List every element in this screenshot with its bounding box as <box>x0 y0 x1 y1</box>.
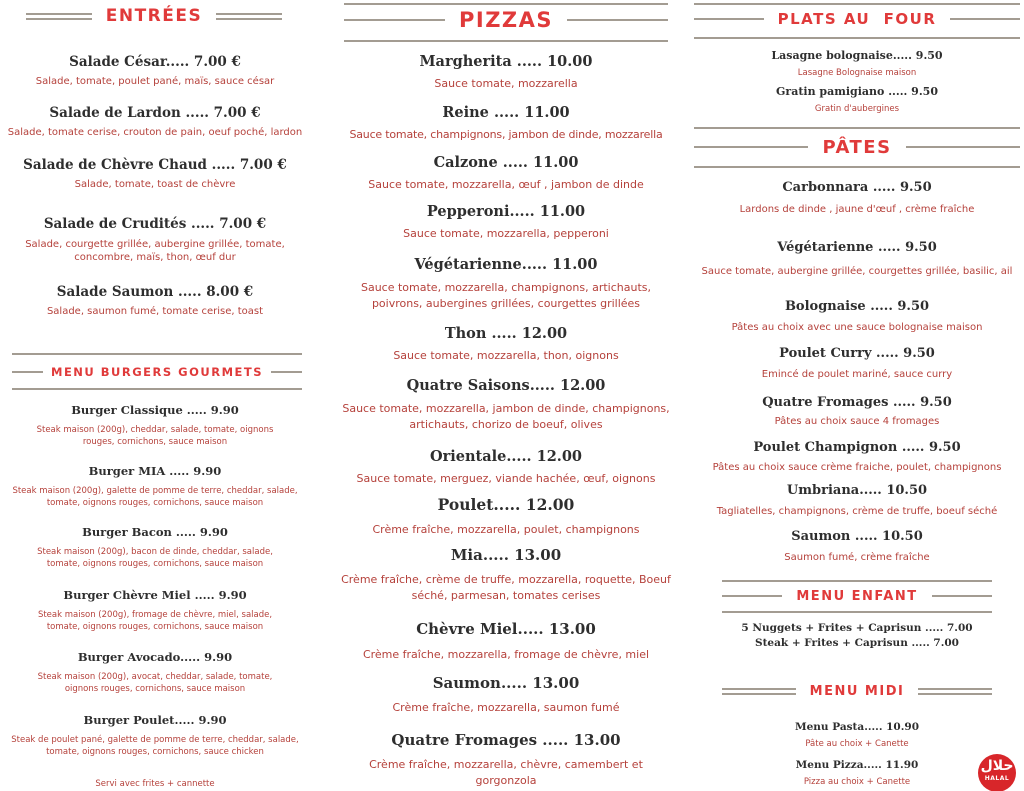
menu-item <box>0 525 310 570</box>
right-column <box>690 0 1024 791</box>
item-desc: Sauce tomate, merguez, viande hachée, œuf, oignons <box>356 472 656 485</box>
menu-item <box>0 713 310 758</box>
burgers-header <box>12 362 302 382</box>
pizzas-column <box>336 0 676 791</box>
item-desc: Sauce tomate, mozzarella <box>434 77 578 90</box>
item-name: Quatre Fromages ..... 9.50 <box>762 395 952 410</box>
item-name: Salade de Crudités ..... 7.00 € <box>43 216 267 232</box>
pates-header <box>694 134 1020 160</box>
menu-item <box>0 216 310 264</box>
menu-item <box>336 620 676 661</box>
item-name: Salade Saumon ..... 8.00 € <box>56 284 254 300</box>
item-desc: Crème fraîche, mozzarella, poulet, champignons <box>372 523 640 536</box>
item-desc: Emincé de poulet mariné, sauce curry <box>761 369 953 380</box>
item-desc: Steak de poulet pané, galette de pomme de terre, cheddar, salade, tomate, oignons rouges, cornichons, sauce chicken <box>11 735 299 757</box>
menu-item <box>690 240 1024 279</box>
item-desc: Pâtes au choix avec une sauce bolognaise maison <box>731 322 983 333</box>
item-name: Orientale..... 12.00 <box>429 448 583 465</box>
midi-title: MENU MIDI <box>809 683 905 699</box>
item-name: Burger Bacon ..... 9.90 <box>82 525 228 539</box>
four-title: PLATS AU FOUR <box>777 10 937 28</box>
divider-left <box>722 688 796 695</box>
menu-item <box>0 105 310 138</box>
item-desc: Sauce tomate, mozzarella, champignons, artichauts, poivrons, aubergines grillées, courgettes grillées <box>360 281 651 310</box>
item-name: Poulet Curry ..... 9.50 <box>779 346 935 361</box>
four-header <box>694 8 1020 30</box>
divider <box>12 388 302 390</box>
item-name: Bolognaise ..... 9.50 <box>784 299 930 314</box>
menu-item <box>336 53 676 90</box>
menu-item <box>0 284 310 317</box>
item-name: Poulet..... 12.00 <box>437 495 575 514</box>
menu-item <box>690 529 1024 563</box>
divider-left <box>344 19 445 21</box>
halal-latin-text: HALAL <box>984 775 1010 782</box>
item-desc: Pâte au choix + Canette <box>805 739 909 749</box>
halal-badge <box>978 754 1016 791</box>
menu-item <box>690 440 1024 473</box>
item-desc: Sauce tomate, mozzarella, thon, oignons <box>393 349 619 362</box>
menu-item <box>690 49 1024 78</box>
entrees-header <box>26 2 282 30</box>
divider <box>722 580 992 582</box>
menu-item <box>690 299 1024 333</box>
item-name: Menu Pizza..... 11.90 <box>795 759 919 771</box>
divider-left <box>12 371 43 373</box>
divider-left <box>722 595 782 597</box>
menu-item <box>0 464 310 509</box>
entrees-column <box>0 0 310 791</box>
item-desc: Crème fraîche, mozzarella, saumon fumé <box>392 701 620 714</box>
item-desc: Lasagne Bolognaise maison <box>797 68 917 78</box>
item-name: Gratin pamigiano ..... 9.50 <box>776 85 938 98</box>
menu-item <box>336 377 676 433</box>
menu-item <box>690 395 1024 427</box>
item-name: Saumon..... 13.00 <box>432 674 580 692</box>
item-name: Margherita ..... 10.00 <box>419 53 593 70</box>
divider-right <box>918 688 992 695</box>
item-name: Végétarienne..... 11.00 <box>414 256 598 273</box>
item-name: Carbonnara ..... 9.50 <box>782 180 932 195</box>
item-name: Lasagne bolognaise..... 9.50 <box>771 49 943 62</box>
item-desc: Steak maison (200g), fromage de chèvre, miel, salade, tomate, oignons rouges, cornichons, sauce maison <box>37 610 273 632</box>
item-desc: Salade, saumon fumé, tomate cerise, toast <box>46 306 264 317</box>
item-desc: Gratin d'aubergines <box>814 104 900 114</box>
menu-item <box>336 104 676 141</box>
divider-right <box>950 18 1020 20</box>
item-name: Salade de Chèvre Chaud ..... 7.00 € <box>23 157 287 173</box>
item-desc: Crème fraîche, mozzarella, fromage de chèvre, miel <box>362 648 650 661</box>
item-name: Menu Pasta..... 10.90 <box>794 721 920 733</box>
item-name: Burger Poulet..... 9.90 <box>83 713 227 727</box>
item-name: Burger Chèvre Miel ..... 9.90 <box>63 588 247 602</box>
item-name: Umbriana..... 10.50 <box>786 483 928 498</box>
item-desc: Steak maison (200g), bacon de dinde, cheddar, salade, tomate, oignons rouges, cornichons, sauce maison <box>37 547 273 569</box>
menu-footer-note <box>0 779 310 789</box>
menu-item <box>336 448 676 485</box>
item-name: Végétarienne ..... 9.50 <box>777 240 937 255</box>
item-name: Quatre Saisons..... 12.00 <box>406 377 606 394</box>
menu-item <box>336 256 676 312</box>
divider <box>344 40 668 42</box>
menu-item <box>0 588 310 633</box>
item-desc: Salade, tomate, poulet pané, maïs, sauce césar <box>35 76 275 87</box>
item-desc: Steak maison (200g), avocat, cheddar, salade, tomate, oignons rouges, cornichons, sauce maison <box>37 672 273 694</box>
menu-item <box>0 54 310 87</box>
item-desc: Sauce tomate, champignons, jambon de dinde, mozzarella <box>349 128 663 141</box>
divider-right <box>216 13 282 20</box>
item-name: Thon ..... 12.00 <box>444 325 568 342</box>
divider-left <box>694 18 764 20</box>
divider-right <box>567 19 668 21</box>
pizzas-header <box>344 6 668 34</box>
item-name: Quatre Fromages ..... 13.00 <box>391 731 621 749</box>
burgers-title: MENU BURGERS GOURMETS <box>51 365 263 379</box>
divider-right <box>271 371 302 373</box>
pates-title: PÂTES <box>822 136 892 158</box>
item-desc: Crème fraîche, mozzarella, chèvre, camembert et gorgonzola <box>369 758 643 787</box>
menu-item <box>336 203 676 240</box>
item-name: Calzone ..... 11.00 <box>433 154 579 171</box>
divider <box>12 353 302 355</box>
item-name: Mia..... 13.00 <box>450 546 562 564</box>
item-name: Chèvre Miel..... 13.00 <box>416 620 596 638</box>
midi-header <box>722 681 992 701</box>
item-desc: Salade, courgette grillée, aubergine grillée, tomate, concombre, maïs, thon, œuf dur <box>25 239 285 263</box>
menu-item <box>336 495 676 536</box>
menu-item <box>690 721 1024 749</box>
menu-item <box>690 483 1024 517</box>
item-name: Saumon ..... 10.50 <box>791 529 923 544</box>
item-desc: Salade, tomate cerise, crouton de pain, oeuf poché, lardon <box>7 127 303 138</box>
item-desc: Sauce tomate, mozzarella, œuf , jambon de dinde <box>368 178 644 191</box>
pizzas-title: PIZZAS <box>458 8 554 32</box>
item-desc: Saumon fumé, crème fraîche <box>784 552 930 563</box>
divider <box>722 611 992 613</box>
divider <box>694 37 1020 39</box>
item-desc: Pizza au choix + Canette <box>803 777 911 787</box>
menu-item <box>336 154 676 191</box>
item-desc: Sauce tomate, aubergine grillée, courgettes grillée, basilic, ail <box>701 266 1013 277</box>
enfant-title: MENU ENFANT <box>796 588 918 604</box>
menu-item <box>336 546 676 604</box>
item-name: Salade de Lardon ..... 7.00 € <box>49 105 261 121</box>
divider-left <box>694 146 808 148</box>
item-desc: Sauce tomate, mozzarella, pepperoni <box>403 227 609 240</box>
menu-item <box>690 621 1024 651</box>
menu-item <box>336 325 676 362</box>
divider <box>344 3 668 5</box>
menu-item <box>690 346 1024 380</box>
item-name: Burger Classique ..... 9.90 <box>71 403 239 417</box>
menu-item <box>0 650 310 695</box>
item-name: Pepperoni..... 11.00 <box>426 203 586 220</box>
enfant-line: 5 Nuggets + Frites + Caprisun ..... 7.00 <box>741 622 973 634</box>
menu-item <box>690 759 1024 787</box>
item-name: Salade César..... 7.00 € <box>69 54 241 70</box>
item-desc: Salade, tomate, toast de chèvre <box>74 179 236 190</box>
divider-right <box>906 146 1020 148</box>
entrees-title: ENTRÉES <box>105 6 203 26</box>
menu-item <box>336 731 676 789</box>
divider <box>694 166 1020 168</box>
menu-item <box>690 180 1024 215</box>
menu-item <box>0 403 310 448</box>
divider <box>694 127 1020 129</box>
item-desc: Sauce tomate, mozzarella, jambon de dinde, champignons, artichauts, chorizo de boeuf, olives <box>342 402 670 431</box>
item-desc: Pâtes au choix sauce 4 fromages <box>774 416 940 427</box>
enfant-line: Steak + Frites + Caprisun ..... 7.00 <box>754 637 959 649</box>
menu-item <box>690 85 1024 114</box>
item-desc: Lardons de dinde , jaune d'œuf , crème fraîche <box>739 204 975 215</box>
item-name: Poulet Champignon ..... 9.50 <box>753 440 961 455</box>
enfant-header <box>722 586 992 606</box>
divider-right <box>932 595 992 597</box>
item-desc: Steak maison (200g), galette de pomme de terre, cheddar, salade, tomate, oignons rouges, cornichons, sauce maison <box>12 486 298 508</box>
item-name: Burger Avocado..... 9.90 <box>77 650 233 664</box>
item-name: Reine ..... 11.00 <box>442 104 570 121</box>
divider-left <box>26 13 92 20</box>
menu-item <box>0 157 310 190</box>
item-desc: Crème fraîche, crème de truffe, mozzarella, roquette, Boeuf séché, parmesan, tomates cerises <box>341 573 671 602</box>
item-desc: Pâtes au choix sauce crème fraiche, poulet, champignons <box>712 462 1002 473</box>
halal-arabic-text: حلال <box>980 758 1014 774</box>
item-desc: Steak maison (200g), cheddar, salade, tomate, oignons rouges, cornichons, sauce maison <box>36 425 274 447</box>
item-name: Burger MIA ..... 9.90 <box>88 464 222 478</box>
item-desc: Tagliatelles, champignons, crème de truffe, boeuf séché <box>716 506 998 517</box>
item-desc: Servi avec frites + cannette <box>95 779 215 789</box>
divider <box>694 3 1020 5</box>
menu-item <box>336 674 676 714</box>
